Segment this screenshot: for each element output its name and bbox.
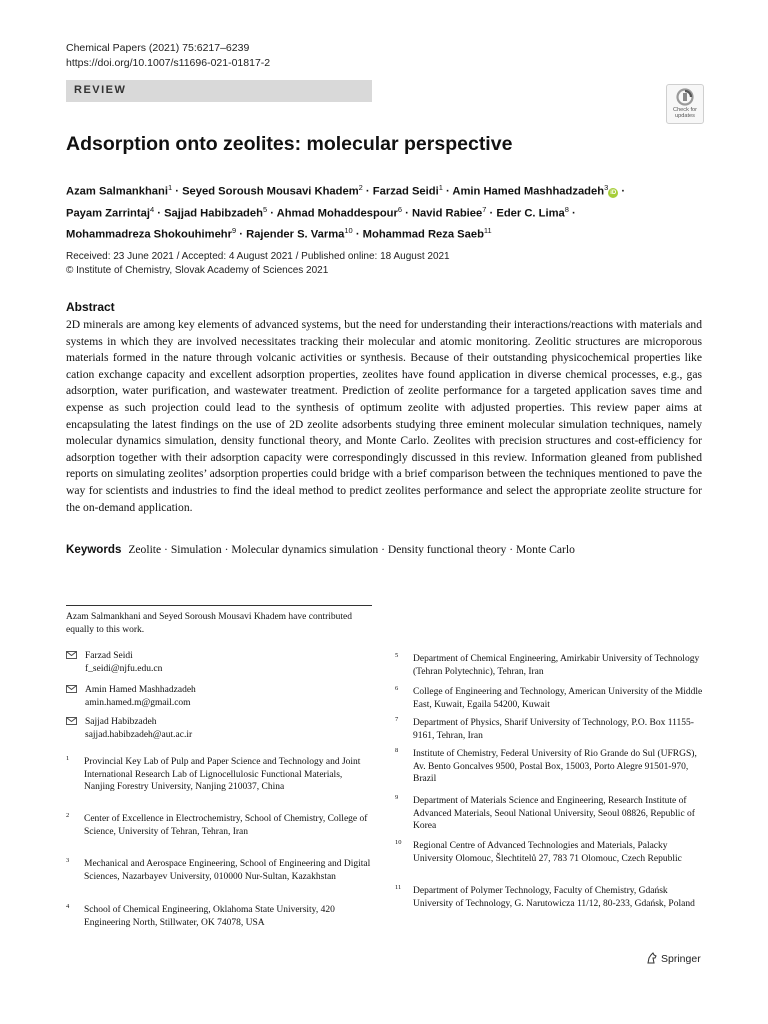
envelope-icon (66, 685, 77, 693)
affiliation-text: Department of Polymer Technology, Faculty of Chemistry, Gdańsk University of Technology, G. Narutowicza 11/12, 80-233, Gdańsk, Poland (413, 886, 695, 909)
corresponding-author-name: Sajjad Habibzadeh (85, 717, 157, 727)
affiliation-number: 4 (66, 903, 70, 910)
author-affiliation-marker: 4 (149, 204, 155, 214)
check-for-updates-badge[interactable] (666, 84, 704, 124)
author-affiliation-marker: 6 (397, 204, 403, 214)
dates-line: Received: 23 June 2021 / Accepted: 4 August 2021 / Published online: 18 August 2021 (66, 251, 450, 262)
equal-contribution-note: Azam Salmankhani and Seyed Soroush Mousavi Khadem have contributed equally to this work. (66, 612, 352, 635)
orcid-icon[interactable]: iD (610, 189, 617, 196)
author-name[interactable]: Amin Hamed Mashhadzadeh (452, 185, 605, 198)
article-type-label: REVIEW (74, 84, 127, 96)
author-name[interactable]: Sajjad Habibzadeh (164, 207, 263, 220)
affiliation-text: Mechanical and Aerospace Engineering, School of Engineering and Digital Sciences, Nazarbayev University, 010000 Nur-Sultan, Kazakhstan (84, 859, 371, 882)
corresponding-author-name: Farzad Seidi (85, 651, 133, 661)
author-name[interactable]: Mohammadreza Shokouhimehr (66, 229, 232, 242)
author-affiliation-marker: 2 (358, 183, 363, 192)
abstract-body: 2D minerals are among key elements of advanced systems, but the need for understanding their interactions/reactions with materials and systems in which they are involved necessitates tracking their molecular and atomic monitoring. Zeolitic structures are microporous materials formed in the nature through volcanic activities or synthesis. Because of their outstanding physicochemical properties like cation exchange capacity and excellent adsorption properties, zeolites have found application in diverse chemical processes, e.g., gas adsorption, water purification, and wastewater treatment. Prediction of zeolite performance for a targeted application saves time and expense as such projection could lead to the synthesis of optimum zeolite with adjusted properties. This review paper aims at encapsulating the latest findings on the use of 2D zeolite adsorbents studying three eminent molecular simulation techniques, namely molecular dynamics simulation, density functional theory, and Monte Carlo. Zeolites with precision structures and cost-efficiency for adsorption together with their adsorption capacity were correspondingly discussed in this review. Information gleaned from published reports on simulating zeolites’ adsorption properties could bridge with a brief comparison between the techniques mentioned to pave the way for scientists and industries to find the ideal method to predict zeolites performance and select the appropriate zeolite structure for the on-demand application. (66, 318, 702, 514)
affiliation-text: Regional Centre of Advanced Technologies and Materials, Palacky University Olomouc, Šlechtitelů 27, 783 71 Olomouc, Czech Republic (413, 841, 682, 864)
affiliation-number: 8 (395, 747, 399, 754)
publisher-mark (646, 952, 701, 965)
author-name[interactable]: Farzad Seidi (372, 185, 439, 198)
envelope-icon (66, 717, 77, 725)
author-affiliation-marker: 7 (482, 204, 487, 214)
affiliation-number: 3 (66, 857, 70, 864)
corresponding-author-email[interactable]: amin.hamed.m@gmail.com (85, 697, 191, 708)
affiliation-text: Institute of Chemistry, Federal University of Rio Grande do Sul (UFRGS), Av. Bento Goncalves 9500, Postal Box, 15003, Porto Alegre 91501-970, Brazil (413, 749, 697, 784)
keywords (66, 542, 706, 558)
copyright-line: © Institute of Chemistry, Slovak Academy of Sciences 2021 (66, 265, 329, 276)
keywords-list: Zeolite · Simulation · Molecular dynamics simulation · Density functional theory · Monte Carlo (128, 543, 575, 556)
affiliation-number: 9 (395, 794, 399, 801)
affiliation-text: College of Engineering and Technology, American University of the Middle East, Kuwait, Egaila 54200, Kuwait (413, 687, 703, 710)
doi-link[interactable]: https://doi.org/10.1007/s11696-021-01817-2 (66, 57, 271, 69)
author-affiliation-marker: 5 (262, 204, 268, 214)
corresponding-author-email[interactable]: sajjad.habibzadeh@aut.ac.ir (85, 729, 193, 740)
author-name[interactable]: Seyed Soroush Mousavi Khadem (182, 185, 359, 198)
article-type-band (66, 80, 372, 102)
author-name[interactable]: Navid Rabiee (411, 207, 483, 220)
author-name[interactable]: Eder C. Lima (496, 207, 565, 220)
check-badge-line-1: Check for (673, 107, 697, 113)
author-name[interactable]: Rajender S. Varma (246, 229, 345, 242)
affiliation-text: School of Chemical Engineering, Oklahoma State University, 420 Engineering North, Stillwater, OK 74078, USA (84, 905, 335, 928)
author-affiliation-marker: 8 (564, 204, 569, 214)
author-affiliation-marker: 11 (483, 226, 492, 236)
publication-dates (66, 250, 450, 278)
affiliation-number: 6 (395, 685, 399, 692)
footnote-divider (66, 605, 372, 606)
author-affiliation-marker: 10 (344, 226, 353, 236)
journal-reference: Chemical Papers (2021) 75:6217–6239 (66, 42, 250, 54)
author-affiliation-marker: 1 (167, 183, 173, 192)
check-badge-line-2: updates (675, 113, 695, 119)
abstract-heading: Abstract (66, 300, 115, 314)
author-affiliation-marker: 9 (231, 226, 237, 236)
affiliation-text: Provincial Key Lab of Pulp and Paper Science and Technology and Joint International Research Lab of Lignocellulosic Functional Materials, Nanjing Forestry University, Nanjing 210037, China (84, 757, 361, 792)
author-name[interactable]: Payam Zarrintaj (66, 207, 150, 220)
publisher-name: Springer (661, 953, 701, 965)
springer-horse-icon (646, 952, 658, 964)
check-updates-icon (676, 88, 694, 106)
affiliation-text: Department of Chemical Engineering, Amirkabir University of Technology (Tehran Polytechnic), Tehran, Iran (413, 654, 700, 677)
affiliation-number: 2 (66, 812, 70, 819)
affiliation-text: Department of Materials Science and Engineering, Research Institute of Advanced Materials, Seoul National University, Seoul 08826, Republic of Korea (413, 796, 695, 831)
affiliation-text: Department of Physics, Sharif University of Technology, P.O. Box 11155-9161, Tehran, Iran (413, 718, 694, 741)
corresponding-author-email[interactable]: f_seidi@njfu.edu.cn (85, 663, 163, 674)
affiliation-number: 11 (395, 884, 402, 891)
affiliation-number: 1 (66, 755, 70, 762)
corresponding-author-name: Amin Hamed Mashhadzadeh (85, 685, 196, 695)
journal-citation (66, 41, 270, 71)
author-list: Azam Salmankhani$^1$ · Seyed Soroush Mousavi Khadem$^2$ · Farzad Seidi$^1$ · Amin Hamed Mashhadzadeh$^3$iD · Payam Zarrintaj$^4$ · Sajjad Habibzadeh$^5$ · Ahmad Mohaddespour$^6$ · Navid Rabiee$^7$ · Eder C. Lima$^8$ · Mohammadreza Shokouhimehr$^9$ · Rajender S. Varma$^{10}$ · Mohammad Reza Saeb$^{11}$ (66, 183, 626, 242)
author-affiliation-marker: 1 (438, 183, 443, 192)
author-name[interactable]: Azam Salmankhani (66, 185, 168, 198)
envelope-icon (66, 651, 77, 659)
author-name[interactable]: Mohammad Reza Saeb (362, 229, 484, 242)
affiliation-number: 5 (395, 652, 399, 659)
author-affiliation-marker: 3 (604, 183, 609, 192)
author-name[interactable]: Ahmad Mohaddespour (276, 207, 398, 220)
affiliation-number: 10 (395, 839, 402, 846)
keywords-label: Keywords (66, 543, 122, 556)
affiliation-number: 7 (395, 716, 399, 723)
affiliation-text: Center of Excellence in Electrochemistry, School of Chemistry, College of Science, University of Tehran, Tehran, Iran (84, 814, 368, 837)
article-title: Adsorption onto zeolites: molecular perspective (66, 133, 513, 155)
